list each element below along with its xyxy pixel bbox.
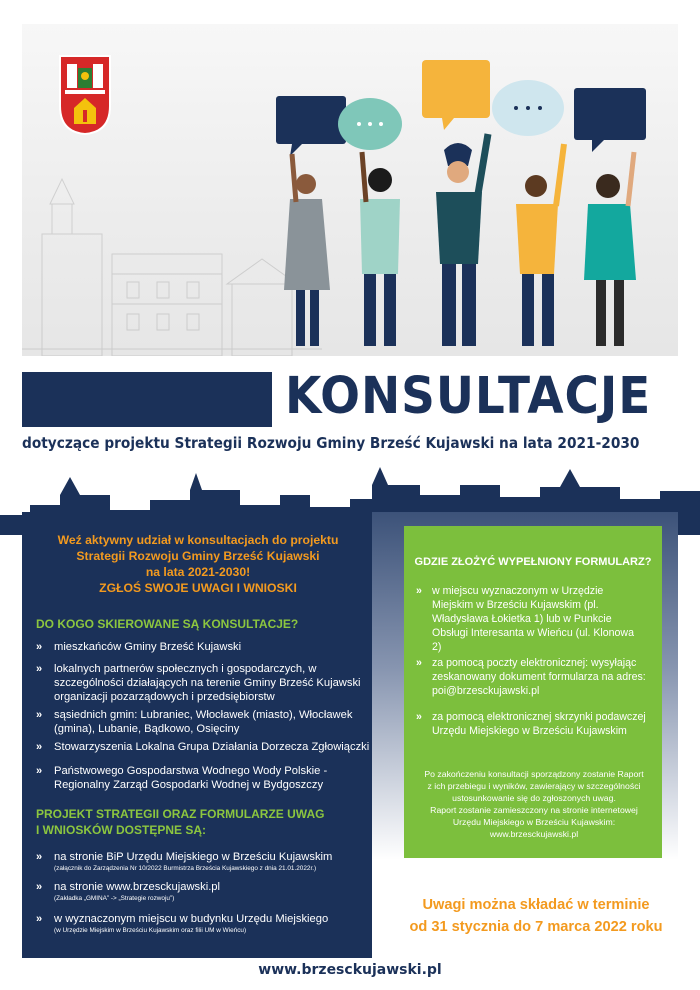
people-with-speech-bubbles [262, 54, 678, 356]
chevron-right-icon: » [36, 663, 43, 675]
chevron-right-icon: » [36, 851, 43, 863]
chevron-right-icon: » [36, 913, 43, 925]
lead-line: ZGŁOŚ SWOJE UWAGI I WNIOSKI [99, 581, 297, 595]
report-note: Po zakończeniu konsultacji sporządzony zostanie Raport z ich przebiegu i wyników, zawierający w szczególności ustosunkowanie się do zgłoszonych uwag. Raport zostanie zamieszczony na stronie internetowej Urzędu Miejskiego w Brześciu Kujawskim: www.brzesckujawski.pl [424, 769, 644, 839]
chevron-right-icon: » [36, 881, 43, 893]
lead-line: na lata 2021-2030! [145, 565, 251, 579]
lead-line: Strategii Rozwoju Gminy Brześć Kujawski [76, 549, 320, 563]
list-item: » mieszkańców Gminy Brześć Kujawski [36, 641, 242, 653]
chevron-right-icon: » [36, 741, 43, 753]
list-item: » na stronie BiP Urzędu Miejskiego w Brześciu Kujawskim (załącznik do Zarządzenia Nr 10/2022 Burmistrza Brześcia Kujawskiego z dnia 21.01.2022r.) [36, 851, 333, 872]
list-item: » w wyznaczonym miejscu w budynku Urzędu Miejskiego (w Urzędzie Miejskim w Brześciu Kujawskim oraz filii UM w Wieńcu) [36, 913, 329, 934]
submission-heading: GDZIE ZŁOŻYĆ WYPEŁNIONY FORMULARZ? [414, 556, 652, 568]
lead-line: Weź aktywny udział w konsultacjach do projektu [57, 533, 339, 547]
chevron-right-icon: » [416, 711, 422, 723]
title-decoration-bar [22, 372, 272, 427]
call-to-action [30, 532, 366, 596]
coat-of-arms-icon [58, 54, 112, 136]
chevron-right-icon: » [36, 765, 43, 777]
list-item: » lokalnych partnerów społecznych i gospodarczych, w szczególności działających na terenie Gminy Brześć Kujawski organizacji pozarządowych i przedsiębiorstw [36, 663, 361, 703]
chevron-right-icon: » [36, 709, 43, 721]
section-title-availability: PROJEKT STRATEGII ORAZ FORMULARZE UWAG I WNIOSKÓW DOSTĘPNE SĄ: [36, 807, 325, 837]
chevron-right-icon: » [36, 641, 43, 653]
list-item: » Państwowego Gospodarstwa Wodnego Wody Polskie - Regionalny Zarząd Gospodarki Wodnej w Bydgoszczy [36, 765, 328, 791]
list-item: » sąsiednich gmin: Lubraniec, Włocławek (miasto), Włocławek (gmina), Lubanie, Bądkowo, Osięciny [36, 709, 353, 735]
page-subtitle: dotyczące projektu Strategii Rozwoju Gminy Brześć Kujawski na lata 2021-2030 [22, 434, 640, 452]
list-item: » Stowarzyszenia Lokalna Grupa Działania Dorzecza Zgłowiączki [36, 741, 370, 753]
deadline-notice: Uwagi można składać w terminie od 31 stycznia do 7 marca 2022 roku [409, 897, 663, 935]
footer-website-link[interactable]: www.brzesckujawski.pl [258, 962, 442, 978]
chevron-right-icon: » [416, 585, 422, 597]
list-item: » na stronie www.brzesckujawski.pl (Zakładka „GMINA” -> „Strategie rozwoju”) [36, 881, 221, 902]
section-title-audience: DO KOGO SKIEROWANE SĄ KONSULTACJE? [36, 617, 299, 631]
hero-illustration [22, 24, 678, 356]
chevron-right-icon: » [416, 657, 422, 669]
page-title: KONSULTACJE [285, 367, 652, 426]
